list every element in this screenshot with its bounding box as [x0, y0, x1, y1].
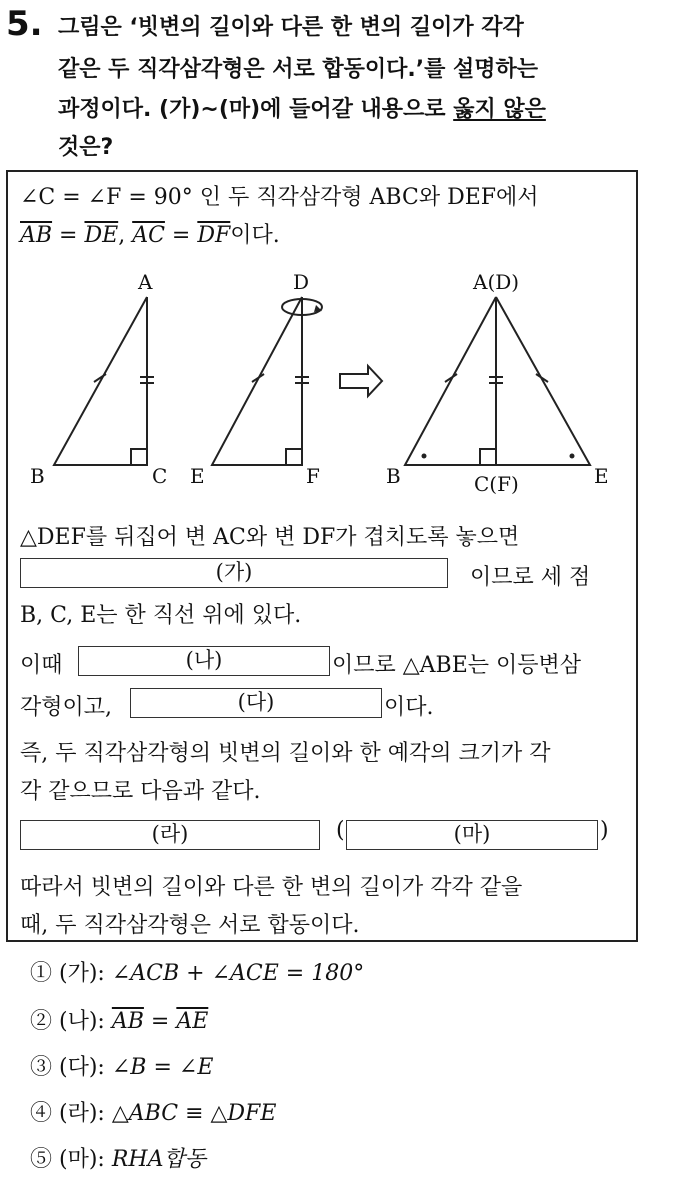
intro-line2	[20, 218, 280, 249]
sentence-end: 이다.	[230, 223, 280, 248]
choice-label: (라):	[59, 1101, 105, 1126]
label-c-f: C(F)	[474, 472, 519, 496]
question-text-line1: 그림은 ‘빗변의 길이와 다른 한 변의 길이가 각각	[58, 15, 524, 40]
question-number: 5.	[6, 4, 43, 44]
arrow-right-icon	[340, 366, 382, 396]
choice-number: ①	[30, 961, 53, 986]
choice-text: ∠B = ∠E	[111, 1055, 214, 1080]
choice-1[interactable]	[30, 956, 364, 987]
equals-sign: =	[52, 223, 85, 248]
equals-sign: =	[143, 1009, 177, 1034]
right-angle-cf	[480, 449, 496, 465]
blank-ga: (가)	[20, 558, 448, 588]
paragraph-4-pre: 각형이고,	[20, 695, 113, 720]
comma: ,	[118, 223, 133, 248]
equals-sign: =	[164, 223, 198, 248]
label-c: C	[152, 464, 168, 488]
segment-ab: $\overline{AB}$	[111, 1009, 144, 1034]
question-text-line4: 것은?	[58, 135, 114, 160]
label-b-2: B	[386, 464, 401, 488]
choice-label: (다):	[59, 1055, 105, 1080]
choice-number: ③	[30, 1055, 53, 1080]
choice-label: (가):	[59, 961, 105, 986]
triangle-def	[212, 297, 302, 465]
paragraph-1: △DEF를 뒤집어 변 AC와 변 DF가 겹치도록 놓으면	[20, 525, 520, 550]
paragraph-4-after: 이다.	[384, 695, 434, 720]
choice-text: ∠ACB + ∠ACE = 180°	[111, 961, 365, 986]
question-emphasis: 옳지 않은	[453, 97, 546, 122]
right-angle-f	[286, 449, 302, 465]
triangle-abc	[54, 297, 147, 465]
segment-ae: $\overline{AE}$	[176, 1009, 209, 1034]
blank-ma: (마)	[346, 820, 598, 850]
blank-ra: (라)	[20, 820, 320, 850]
question-text-line3	[58, 92, 546, 123]
blank-na: (나)	[78, 646, 330, 676]
paragraph-6: 각 같으므로 다음과 같다.	[20, 779, 261, 804]
choice-5[interactable]	[30, 1142, 206, 1173]
label-b: B	[30, 464, 45, 488]
label-e: E	[190, 464, 205, 488]
segment-df: $\overline{DF}$	[197, 223, 231, 248]
right-angle-c	[131, 449, 147, 465]
paragraph-5: 즉, 두 직각삼각형의 빗변의 길이와 한 예각의 크기가 각	[20, 741, 551, 766]
paragraph-3-after: 이므로 △ABE는 이등변삼	[332, 653, 582, 678]
paragraph-1-after: 이므로 세 점	[470, 565, 591, 590]
question-text-line2: 같은 두 직각삼각형은 서로 합동이다.’를 설명하는	[58, 57, 539, 82]
intro-line1: ∠C = ∠F = 90° 인 두 직각삼각형 ABC와 DEF에서	[20, 185, 539, 210]
triangle-figure	[0, 265, 674, 505]
label-a-d: A(D)	[473, 270, 520, 294]
segment-de: $\overline{DE}$	[84, 223, 119, 248]
angle-dot-b	[422, 454, 427, 459]
label-d: D	[293, 270, 310, 294]
question-text-line3a: 과정이다. (가)~(마)에 들어갈 내용으로	[58, 97, 454, 122]
choice-text: RHA합동	[111, 1147, 207, 1172]
paragraph-2: B, C, E는 한 직선 위에 있다.	[20, 603, 302, 628]
triangle-abe	[405, 297, 590, 465]
choice-number: ⑤	[30, 1147, 53, 1172]
paren-open: (	[336, 818, 345, 843]
segment-ac: $\overline{AC}$	[132, 223, 165, 248]
segment-ab: $\overline{AB}$	[20, 223, 53, 248]
choice-number: ④	[30, 1101, 53, 1126]
label-f: F	[306, 464, 320, 488]
choice-label: (마):	[59, 1147, 105, 1172]
choice-2[interactable]	[30, 1004, 208, 1035]
paragraph-8: 때, 두 직각삼각형은 서로 합동이다.	[20, 913, 360, 938]
choice-4[interactable]	[30, 1096, 276, 1127]
angle-dot-e	[570, 454, 575, 459]
paren-close: )	[600, 818, 609, 843]
choice-label: (나):	[59, 1009, 105, 1034]
choice-3[interactable]	[30, 1050, 213, 1081]
choice-number: ②	[30, 1009, 53, 1034]
paragraph-7: 따라서 빗변의 길이와 다른 한 변의 길이가 각각 같을	[20, 875, 523, 900]
paragraph-3-pre: 이때	[20, 653, 63, 678]
blank-da: (다)	[130, 688, 382, 718]
choice-text: △ABC ≡ △DFE	[111, 1101, 277, 1126]
label-e-2: E	[594, 464, 609, 488]
label-a: A	[138, 270, 153, 294]
